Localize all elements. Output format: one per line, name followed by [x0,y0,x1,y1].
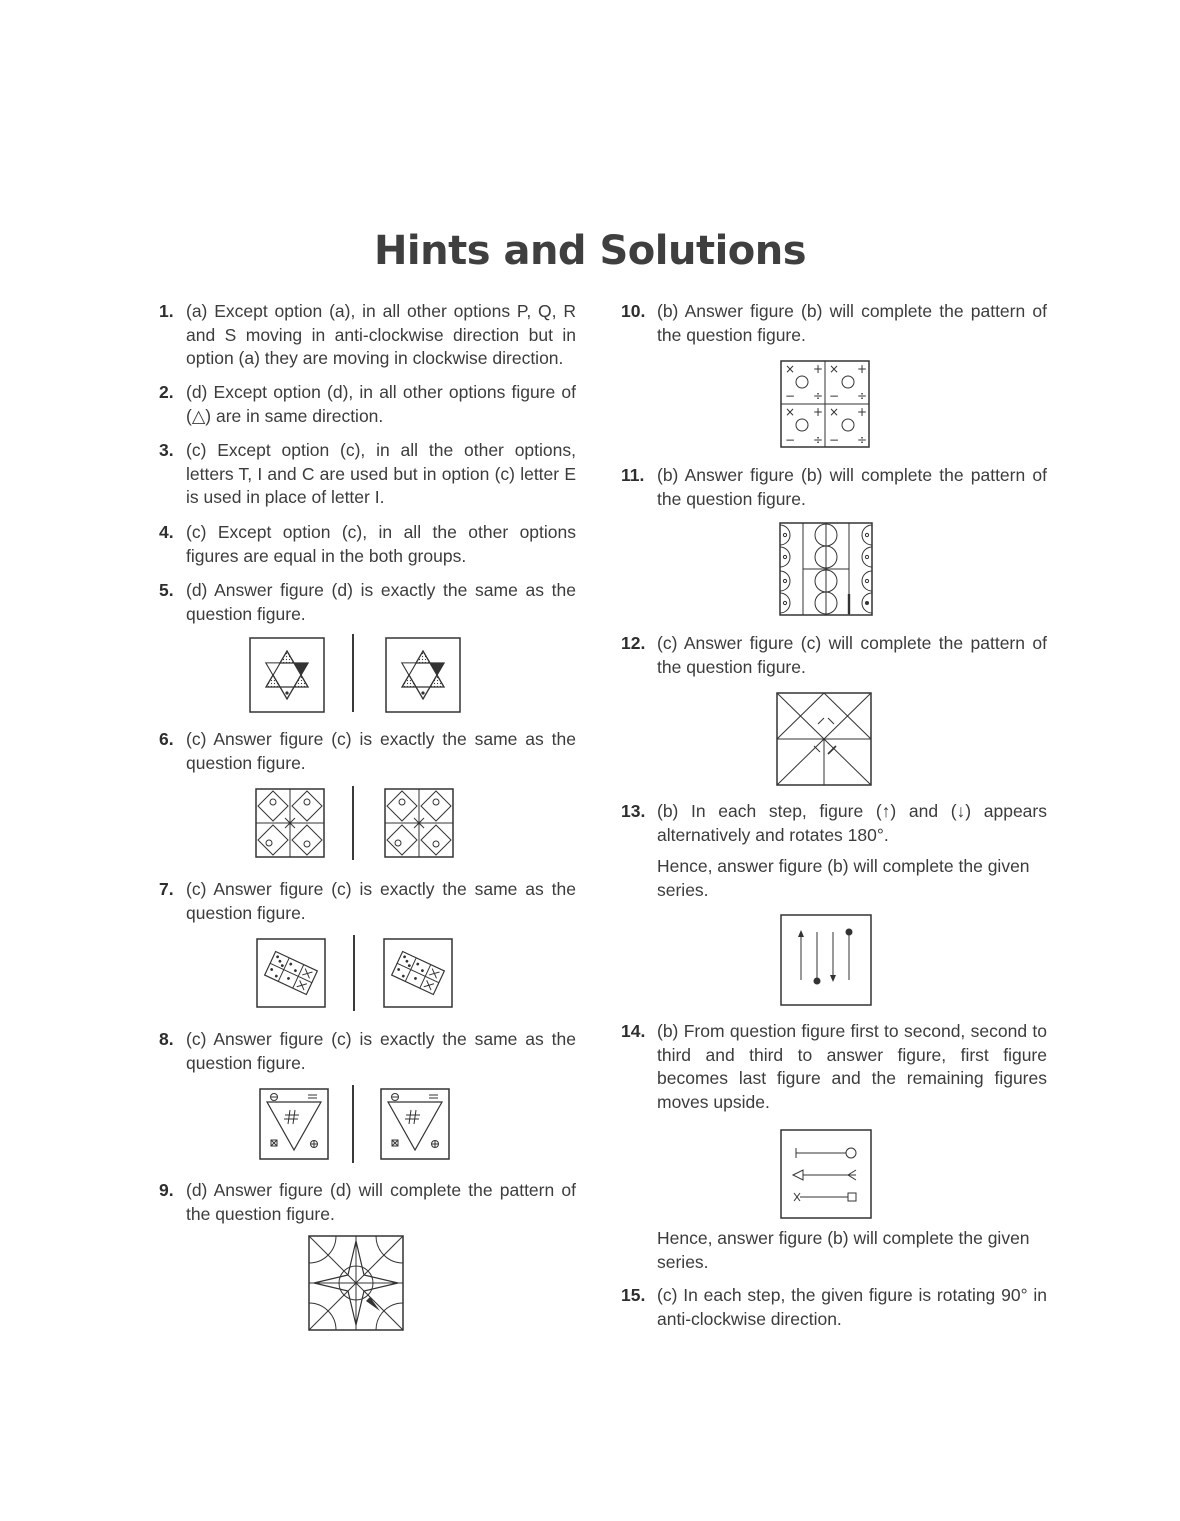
q9-figure [308,1235,404,1331]
quadrant-bl [785,405,823,447]
item-number: 4. [159,522,174,542]
figure-divider [353,935,355,1011]
item-text: (c) Answer figure (c) is exactly the same as the question figure. [186,1029,576,1073]
solution-item-14 [621,1020,1047,1114]
item-number: 12. [621,633,646,653]
divide-symbol: ÷ [857,389,868,403]
minus-symbol: − [785,389,796,403]
times-symbol: × [785,405,796,419]
solution-item-13 [621,800,1047,847]
item-text: (b) Answer figure (b) will complete the pattern of the question figure. [657,465,1047,509]
page-title: Hints and Solutions [373,228,807,274]
divide-symbol: ÷ [813,433,824,447]
solution-item-2 [159,381,576,428]
solution-item-6 [159,728,576,775]
item-text: (c) Except option (c), in all the other options, letters T, I and C are used but in option (c) letter E is used in place of letter I. [186,440,576,507]
q5-figure-answer [385,637,461,713]
q6-figure-question [255,788,325,858]
item-number: 8. [159,1029,174,1049]
plus-symbol: + [813,362,824,376]
figure-divider [352,786,354,860]
item-text: (a) Except option (a), in all other options P, Q, R and S moving in anti-clockwise direction but in option (a) they are moving in clockwise direction. [186,301,576,368]
q14-conclusion: Hence, answer figure (b) will complete the given series. [657,1228,1030,1272]
q8-figure-answer [380,1088,450,1160]
item-number: 9. [159,1180,174,1200]
item-number: 2. [159,382,174,402]
solution-item-3 [159,439,576,510]
quadrant-tl [785,362,823,403]
q13-conclusion: Hence, answer figure (b) will complete the given series. [657,856,1030,900]
solution-item-1 [159,300,576,371]
times-symbol: × [829,405,840,419]
q14-figure [780,1129,872,1219]
figure-divider [352,634,354,712]
item-number: 14. [621,1021,646,1041]
plus-symbol: + [813,405,824,419]
figure-divider [352,1085,354,1163]
item-text: (d) Answer figure (d) will complete the pattern of the question figure. [186,1180,576,1224]
item-text: (c) Except option (c), in all the other options figures are equal in the both groups. [186,522,576,566]
q5-figure-question [249,637,325,713]
item-text: (b) Answer figure (b) will complete the pattern of the question figure. [657,301,1047,345]
plus-symbol: + [857,362,868,376]
item-text: (c) Answer figure (c) will complete the pattern of the question figure. [657,633,1047,677]
solution-item-4 [159,521,576,568]
plus-symbol: + [857,405,868,419]
q6-figure-answer [384,788,454,858]
item-number: 6. [159,729,174,749]
solution-item-8 [159,1028,576,1075]
q8-figure-question [259,1088,329,1160]
item-number: 15. [621,1285,646,1305]
item-number: 11. [621,465,645,485]
solution-item-12 [621,632,1047,679]
divide-symbol: ÷ [857,433,868,447]
item-number: 13. [621,801,646,821]
minus-symbol: − [829,433,840,447]
minus-symbol: − [829,389,840,403]
item-text: (d) Answer figure (d) is exactly the same as the question figure. [186,580,576,624]
q12-figure [776,692,872,786]
item-number: 1. [159,301,174,321]
q11-figure [779,522,873,616]
quadrant-br [829,405,867,447]
q7-figure-answer [383,938,453,1008]
item-number: 5. [159,580,174,600]
solution-item-9 [159,1179,576,1226]
solution-item-5 [159,579,576,626]
quadrant-tr [829,362,867,403]
item-number: 7. [159,879,174,899]
q13-figure [780,914,872,1006]
solution-item-15 [621,1284,1047,1331]
item-text: (d) Except option (d), in all other options figure of (△) are in same direction. [186,382,576,426]
item-number: 3. [159,440,174,460]
q10-figure [780,360,870,448]
item-text: (c) In each step, the given figure is rotating 90° in anti-clockwise direction. [657,1285,1047,1329]
item-text: (c) Answer figure (c) is exactly the same as the question figure. [186,729,576,773]
solution-item-11 [621,464,1047,511]
solution-item-7 [159,878,576,925]
minus-symbol: − [785,433,796,447]
item-number: 10. [621,301,646,321]
solution-item-10 [621,300,1047,347]
item-text: (b) From question figure first to second, second to third and third to answer figure, first figure becomes last figure and the remaining figures moves upside. [657,1021,1047,1112]
q7-figure-question [256,938,326,1008]
divide-symbol: ÷ [813,389,824,403]
times-symbol: × [785,362,796,376]
item-text: (b) In each step, figure (↑) and (↓) appears alternatively and rotates 180°. [657,801,1047,845]
times-symbol: × [829,362,840,376]
item-text: (c) Answer figure (c) is exactly the same as the question figure. [186,879,576,923]
